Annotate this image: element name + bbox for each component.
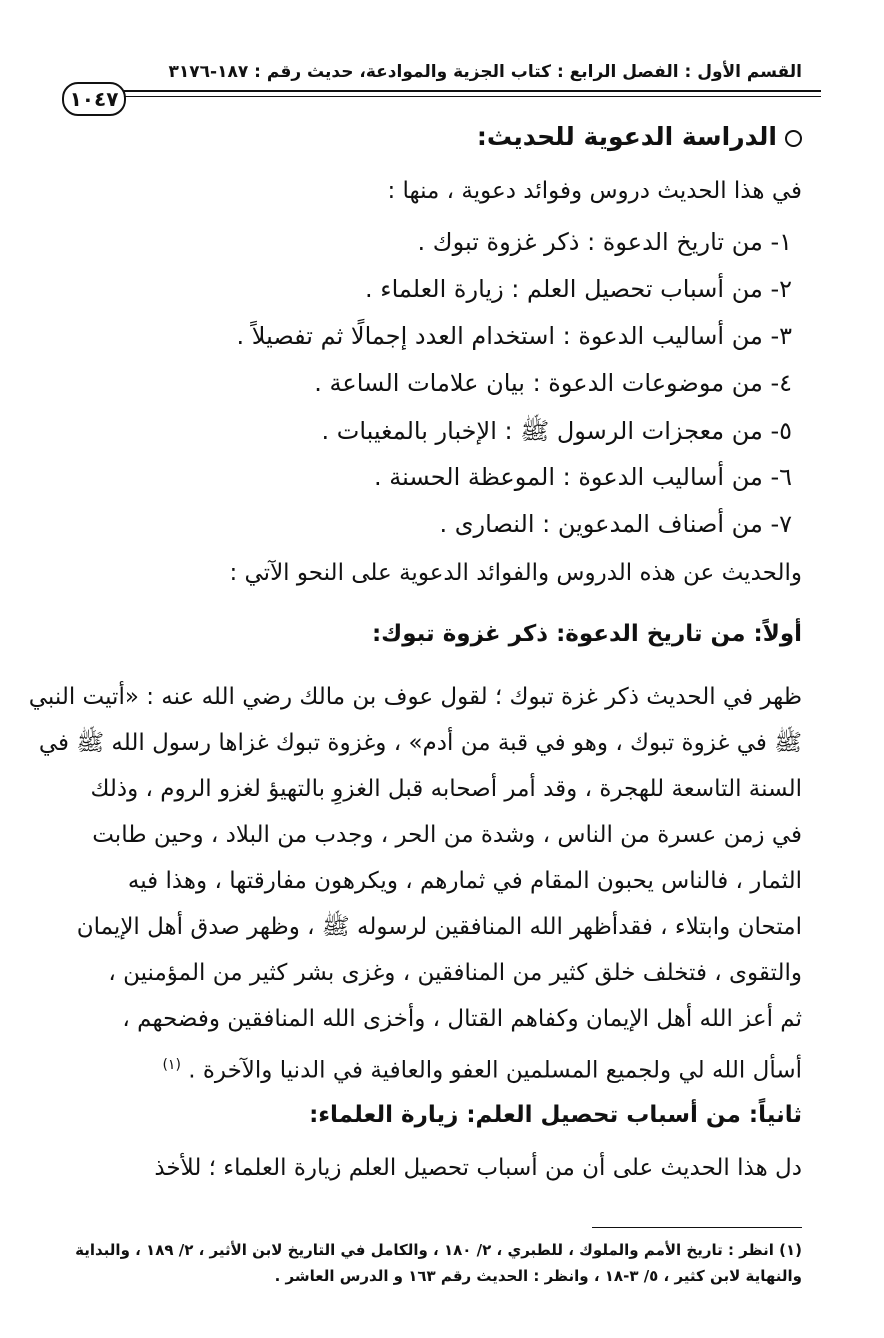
list-item: ٣- من أساليب الدعوة : استخدام العدد إجمالًا ثم تفصيلاً . bbox=[236, 322, 792, 350]
paragraph-line: امتحان وابتلاء ، فقدأظهر الله المنافقين لرسوله ﷺ ، وظهر صدق أهل الإيمان bbox=[76, 914, 802, 940]
section-title: الدراسة الدعوية للحديث: bbox=[476, 122, 777, 151]
paragraph-line: ثم أعز الله أهل الإيمان وكفاهم القتال ، وأخزى الله المنافقين وفضحهم ، bbox=[122, 1006, 802, 1032]
second-paragraph-start: دل هذا الحديث على أن من أسباب تحصيل العلم زيارة العلماء ؛ للأخذ bbox=[154, 1155, 802, 1181]
footnote-separator bbox=[592, 1227, 802, 1228]
list-item: ١- من تاريخ الدعوة : ذكر غزوة تبوك . bbox=[417, 228, 792, 256]
first-paragraph bbox=[28, 674, 802, 1094]
list-item: ٢- من أسباب تحصيل العلم : زيارة العلماء . bbox=[365, 275, 792, 303]
list-item: ٤- من موضوعات الدعوة : بيان علامات الساعة . bbox=[314, 369, 792, 397]
paragraph-line: ﷺ في غزوة تبوك ، وهو في قبة من أدم» ، وغزوة تبوك غزاها رسول الله ﷺ في bbox=[38, 730, 802, 756]
header-rule-thin bbox=[124, 96, 821, 97]
paragraph-line: والتقوى ، فتخلف خلق كثير من المنافقين ، وغزى بشر كثير من المؤمنين ، bbox=[108, 960, 802, 986]
paragraph-last-line bbox=[82, 1042, 802, 1094]
intro-text: في هذا الحديث دروس وفوائد دعوية ، منها : bbox=[387, 178, 802, 204]
paragraph-line: ظهر في الحديث ذكر غزة تبوك ؛ لقول عوف بن مالك رضي الله عنه : «أتيت النبي bbox=[28, 684, 802, 710]
footnote-line: (١) انظر : تاريخ الأمم والملوك ، للطبري ، ٢/ ١٨٠ ، والكامل في التاريخ لابن الأثير ، ٢/ ١٨٩ ، والبداية bbox=[75, 1241, 802, 1259]
paragraph-line: أسأل الله لي ولجميع المسلمين العفو والعافية في الدنيا والآخرة . bbox=[188, 1057, 802, 1084]
second-subheading: ثانياً: من أسباب تحصيل العلم: زيارة العلماء: bbox=[309, 1102, 802, 1128]
running-header: القسم الأول : الفصل الرابع : كتاب الجزية والموادعة، حديث رقم : ١٨٧-٣١٧٦ bbox=[168, 62, 802, 82]
page-number: ١٠٤٧ bbox=[62, 82, 126, 116]
first-subheading: أولاً: من تاريخ الدعوة: ذكر غزوة تبوك: bbox=[371, 621, 802, 647]
list-item: ٧- من أصناف المدعوين : النصارى . bbox=[439, 510, 792, 538]
section-heading bbox=[477, 122, 802, 151]
transition-text: والحديث عن هذه الدروس والفوائد الدعوية على النحو الآتي : bbox=[229, 560, 802, 586]
circle-bullet-icon bbox=[785, 130, 802, 147]
header-rule bbox=[124, 90, 821, 92]
paragraph-line: السنة التاسعة للهجرة ، وقد أمر أصحابه قبل الغزوِ بالتهيؤ لغزو الروم ، وذلك bbox=[90, 776, 802, 802]
paragraph-line: في زمن عسرة من الناس ، وشدة من الحر ، وجدب من البلاد ، وحين طابت bbox=[92, 822, 802, 848]
footnote-line: والنهاية لابن كثير ، ٥/ ٣-١٨ ، وانظر : الحديث رقم ١٦٣ و الدرس العاشر . bbox=[274, 1267, 802, 1285]
paragraph-line: الثمار ، فالناس يحبون المقام في ثمارهم ، ويكرهون مفارقتها ، وهذا فيه bbox=[127, 868, 802, 894]
list-item: ٥- من معجزات الرسول ﷺ : الإخبار بالمغيبات . bbox=[321, 417, 792, 445]
list-item: ٦- من أساليب الدعوة : الموعظة الحسنة . bbox=[374, 463, 792, 491]
footnote-reference: (١) bbox=[162, 1057, 181, 1073]
